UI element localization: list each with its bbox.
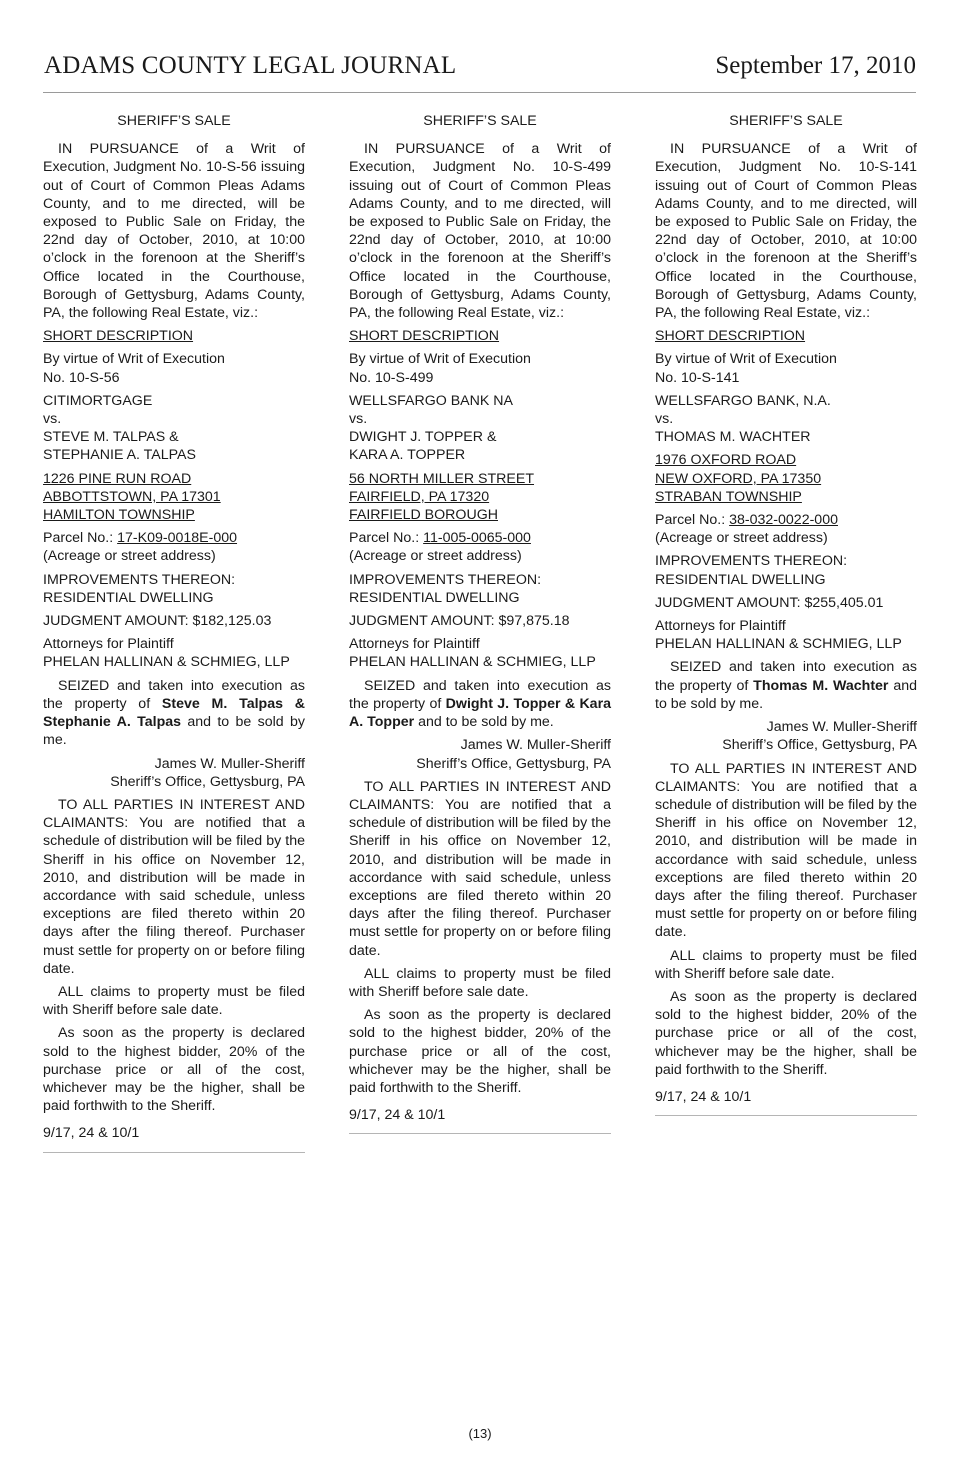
- parties-notice: TO ALL PARTIES IN INTEREST AND CLAIMANTS: You are notified that a schedule of distribution will be filed by the Sheriff in his office on November 12, 2010, and distribution will be made in accordance with said schedule, unless exceptions are filed thereto within 20 days after the filing thereof. Purchaser must settle for property on or before filing date.: [43, 796, 305, 977]
- versus: vs.: [349, 411, 368, 428]
- plaintiff: WELLSFARGO BANK, N.A.: [655, 392, 831, 409]
- parcel-label: Parcel No.:: [43, 530, 118, 547]
- publication-dates: 9/17, 24 & 10/1: [349, 1106, 611, 1134]
- publication-dates: 9/17, 24 & 10/1: [655, 1088, 917, 1116]
- defendant-line-2: KARA A. TOPPER: [349, 447, 466, 464]
- improvements-label: IMPROVEMENTS THEREON:: [655, 553, 848, 570]
- notice-column-1: [43, 112, 305, 1153]
- defendant-names: Dwight J. Topper & Kara A. Topper: [349, 695, 611, 731]
- publication-dates: 9/17, 24 & 10/1: [43, 1124, 305, 1152]
- address-line-3: STRABAN TOWNSHIP: [655, 488, 802, 505]
- short-description-label: SHORT DESCRIPTION: [349, 328, 500, 345]
- parties-notice: TO ALL PARTIES IN INTEREST AND CLAIMANTS: You are notified that a schedule of distribution will be filed by the Sheriff in his office on November 12, 2010, and distribution will be made in accordance with said schedule, unless exceptions are filed thereto within 20 days after the filing thereof. Purchaser must settle for property on or before filing date.: [655, 760, 917, 941]
- address-line-1: 1976 OXFORD ROAD: [655, 452, 797, 469]
- improvements-value: RESIDENTIAL DWELLING: [349, 589, 520, 606]
- judgment-amount: JUDGMENT AMOUNT: $255,405.01: [655, 594, 884, 611]
- writ-line: By virtue of Writ of Execution: [43, 351, 225, 368]
- versus: vs.: [43, 411, 62, 428]
- notice-column-3: [655, 112, 917, 1116]
- defendant-line-1: THOMAS M. WACHTER: [655, 429, 811, 446]
- issue-date: September 17, 2010: [715, 52, 916, 79]
- page-number: (13): [468, 1426, 492, 1441]
- parcel-number: 11-005-0065-000: [423, 530, 531, 547]
- address-line-1: 56 NORTH MILLER STREET: [349, 470, 535, 487]
- writ-line: By virtue of Writ of Execution: [655, 351, 837, 368]
- address-line-2: NEW OXFORD, PA 17350: [655, 470, 822, 487]
- seized-paragraph: SEIZED and taken into execution as the property of Steve M. Talpas & Stephanie A. Talpas and to be sold by me.: [43, 677, 305, 749]
- address-line-2: ABBOTTSTOWN, PA 17301: [43, 488, 221, 505]
- attorneys-firm: PHELAN HALLINAN & SCHMIEG, LLP: [349, 654, 596, 671]
- judgment-amount: JUDGMENT AMOUNT: $97,875.18: [349, 613, 570, 630]
- writ-number: No. 10-S-499: [349, 369, 434, 386]
- claims-notice: ALL claims to property must be filed with Sheriff before sale date.: [655, 947, 917, 982]
- seized-paragraph: SEIZED and taken into execution as the property of Dwight J. Topper & Kara A. Topper and to be sold by me.: [349, 677, 611, 731]
- writ-number: No. 10-S-141: [655, 369, 740, 386]
- notice-column-2: [349, 112, 611, 1134]
- parcel-line: [43, 529, 305, 547]
- improvements-value: RESIDENTIAL DWELLING: [655, 571, 826, 588]
- claims-notice: ALL claims to property must be filed with Sheriff before sale date.: [349, 965, 611, 1000]
- notice-intro: IN PURSUANCE of a Writ of Execution, Judgment No. 10-S-56 issuing out of Court of Common Pleas Adams County, and to me directed, will be exposed to Public Sale on Friday, the 22nd day of October, 2010, at 10:00 o’clock in the forenoon at the Sheriff’s Office located in the Courthouse, Borough of Gettysburg, Adams County, PA, the following Real Estate, viz.:: [43, 141, 305, 322]
- address-line-1: 1226 PINE RUN ROAD: [43, 470, 192, 487]
- address-line-2: FAIRFIELD, PA 17320: [349, 488, 490, 505]
- improvements-label: IMPROVEMENTS THEREON:: [43, 571, 236, 588]
- claims-notice: ALL claims to property must be filed with Sheriff before sale date.: [43, 983, 305, 1019]
- improvements-label: IMPROVEMENTS THEREON:: [349, 571, 542, 588]
- defendant-names: Steve M. Talpas & Stephanie A. Talpas: [43, 695, 305, 731]
- bid-notice: As soon as the property is declared sold to the highest bidder, 20% of the purchase price or all of the cost, whichever may be the higher, shall be paid forthwith to the Sheriff.: [43, 1025, 305, 1115]
- acreage-note: (Acreage or street address): [43, 548, 216, 565]
- address-line-3: HAMILTON TOWNSHIP: [43, 507, 195, 524]
- seized-paragraph: SEIZED and taken into execution as the property of Thomas M. Wachter and to be sold by me.: [655, 659, 917, 712]
- writ-line: By virtue of Writ of Execution: [349, 351, 531, 368]
- short-description-label: SHORT DESCRIPTION: [43, 328, 194, 345]
- sheriff-office: Sheriff’s Office, Gettysburg, PA: [110, 773, 305, 790]
- notice-intro: IN PURSUANCE of a Writ of Execution, Judgment No. 10-S-141 issuing out of Court of Common Pleas Adams County, and to me directed, will be exposed to Public Sale on Friday, the 22nd day of October, 2010, at 10:00 o’clock in the forenoon at the Sheriff’s Office located in the Courthouse, Borough of Gettysburg, Adams County, PA, the following Real Estate, viz.:: [655, 141, 917, 322]
- sheriff-name: James W. Muller-Sheriff: [154, 755, 305, 772]
- judgment-amount: JUDGMENT AMOUNT: $182,125.03: [43, 613, 272, 630]
- sheriff-name: James W. Muller-Sheriff: [460, 737, 611, 754]
- defendant-line-1: STEVE M. TALPAS &: [43, 429, 179, 446]
- parcel-label: Parcel No.:: [349, 530, 424, 547]
- improvements-value: RESIDENTIAL DWELLING: [43, 589, 214, 606]
- sheriff-office: Sheriff’s Office, Gettysburg, PA: [722, 737, 917, 754]
- acreage-note: (Acreage or street address): [655, 530, 828, 547]
- notice-heading: SHERIFF’S SALE: [117, 113, 231, 129]
- attorneys-label: Attorneys for Plaintiff: [655, 618, 786, 635]
- notice-intro: IN PURSUANCE of a Writ of Execution, Judgment No. 10-S-499 issuing out of Court of Common Pleas Adams County, and to me directed, will be exposed to Public Sale on Friday, the 22nd day of October, 2010, at 10:00 o’clock in the forenoon at the Sheriff’s Office located in the Courthouse, Borough of Gettysburg, Adams County, PA, the following Real Estate, viz.:: [349, 141, 611, 322]
- parcel-line: [349, 529, 611, 547]
- attorneys-firm: PHELAN HALLINAN & SCHMIEG, LLP: [655, 636, 902, 653]
- defendant-line-1: DWIGHT J. TOPPER &: [349, 429, 497, 446]
- defendant-line-2: STEPHANIE A. TALPAS: [43, 447, 196, 464]
- notice-heading: SHERIFF’S SALE: [423, 113, 537, 129]
- short-description-label: SHORT DESCRIPTION: [655, 328, 806, 345]
- notice-heading: SHERIFF’S SALE: [729, 113, 843, 129]
- sheriff-name: James W. Muller-Sheriff: [766, 719, 917, 736]
- plaintiff: WELLSFARGO BANK NA: [349, 392, 513, 409]
- versus: vs.: [655, 411, 674, 428]
- parcel-number: 38-032-0022-000: [729, 512, 838, 529]
- attorneys-label: Attorneys for Plaintiff: [43, 636, 174, 653]
- sheriff-office: Sheriff’s Office, Gettysburg, PA: [416, 755, 611, 772]
- journal-header: [43, 50, 916, 93]
- plaintiff: CITIMORTGAGE: [43, 392, 153, 409]
- parcel-number: 17-K09-0018E-000: [117, 530, 238, 547]
- attorneys-firm: PHELAN HALLINAN & SCHMIEG, LLP: [43, 654, 290, 671]
- parcel-label: Parcel No.:: [655, 512, 730, 529]
- parcel-line: [655, 511, 917, 529]
- bid-notice: As soon as the property is declared sold to the highest bidder, 20% of the purchase price or all of the cost, whichever may be the higher, shall be paid forthwith to the Sheriff.: [349, 1007, 611, 1096]
- address-line-3: FAIRFIELD BOROUGH: [349, 507, 498, 524]
- bid-notice: As soon as the property is declared sold to the highest bidder, 20% of the purchase price or all of the cost, whichever may be the higher, shall be paid forthwith to the Sheriff.: [655, 988, 917, 1078]
- journal-title: ADAMS COUNTY LEGAL JOURNAL: [44, 52, 457, 79]
- defendant-names: Thomas M. Wachter: [753, 677, 889, 694]
- writ-number: No. 10-S-56: [43, 369, 120, 386]
- attorneys-label: Attorneys for Plaintiff: [349, 636, 480, 653]
- parties-notice: TO ALL PARTIES IN INTEREST AND CLAIMANTS: You are notified that a schedule of distribution will be filed by the Sheriff in his office on November 12, 2010, and distribution will be made in accordance with said schedule, unless exceptions are filed thereto within 20 days after the filing thereof. Purchaser must settle for property on or before filing date.: [349, 778, 611, 959]
- acreage-note: (Acreage or street address): [349, 548, 522, 565]
